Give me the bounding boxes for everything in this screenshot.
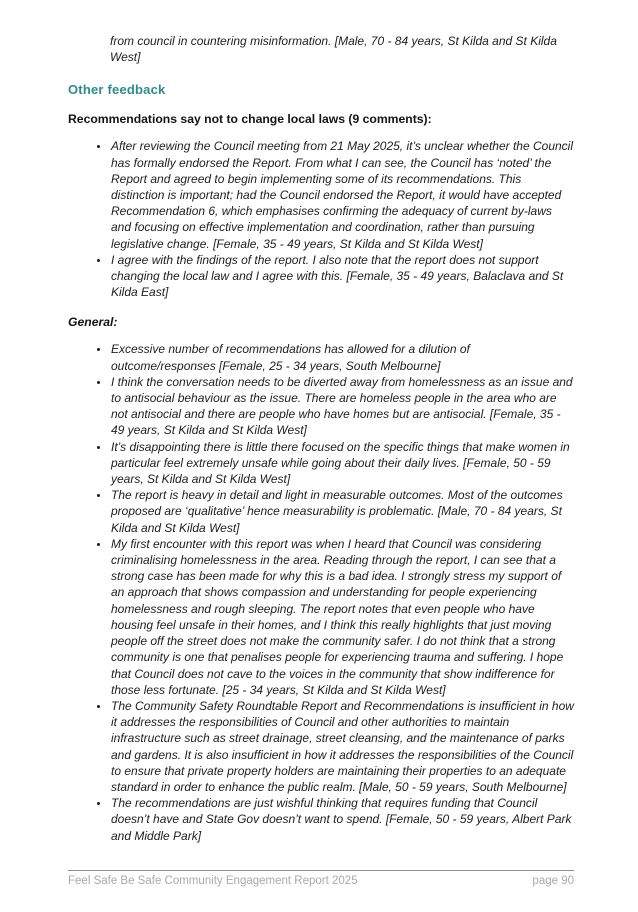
feedback-comment-item: • I think the conversation needs to be diverted away from homelessness as an issue and to antisocial behaviour as the issue. There are homeless people in the area who are not antisocial and there are people who have homes but are antisocial. [Female, 35 - 49 years, St Kilda and St Kilda West] — [110, 374, 574, 439]
feedback-comment-item: • The Community Safety Roundtable Report and Recommendations is insufficient in how it addresses the responsibilities of Council and other authorities to maintain infrastructure such as street drainage, street cleansing, and the maintenance of parks and gardens. It is also insufficient in how it addresses the responsibilities of the Council to ensure that private property holders are maintaining their properties to an adequate standard in order to enhance the public realm. [Male, 50 - 59 years, South Melbourne] — [110, 698, 574, 795]
page-footer — [68, 870, 574, 887]
subsection-title-general: General: — [68, 315, 118, 330]
feedback-comment-item: • The report is heavy in detail and light in measurable outcomes. Most of the outcomes proposed are ‘qualitative’ hence measurability is problematic. [Male, 70 - 84 years, St Kilda and St Kilda West] — [110, 487, 574, 536]
local-laws-bullet-list — [68, 138, 574, 300]
general-bullet-list — [68, 341, 574, 843]
feedback-comment-item: • My first encounter with this report was when I heard that Council was considering criminalising homelessness in the area. Reading through the report, I can see that a strong case has been made for why this is a bad idea. I strongly stress my support of an approach that shows compassion and understanding for people experiencing homelessness and rough sleeping. The report notes that even people who have housing feel unsafe in their homes, and I think this really highlights that just moving people off the street does not make the community safer. I do not think that a strong community is one that penalises people for experiencing trauma and suffering. I hope that Council does not cave to the voices in the community that show indifference for those less fortunate. [25 - 34 years, St Kilda and St Kilda West] — [110, 536, 574, 698]
section-heading-other-feedback: Other feedback — [68, 82, 166, 98]
feedback-comment-item: • The recommendations are just wishful thinking that requires funding that Council doesn’t have and State Gov doesn’t want to spend. [Female, 50 - 59 years, Albert Park and Middle Park] — [110, 795, 574, 844]
feedback-comment-item: • It’s disappointing there is little there focused on the specific things that make women in particular feel extremely unsafe while going about their daily lives. [Female, 50 - 59 years, St Kilda and St Kilda West] — [110, 439, 574, 488]
feedback-comment-item: • Excessive number of recommendations has allowed for a dilution of outcome/responses [Female, 25 - 34 years, South Melbourne] — [110, 341, 574, 373]
footer-page-number: page 90 — [532, 875, 574, 887]
feedback-comment-item: • After reviewing the Council meeting from 21 May 2025, it’s unclear whether the Council has formally endorsed the Report. From what I can see, the Council has ‘noted’ the Report and agreed to begin implementing some of its recommendations. This distinction is important; had the Council endorsed the Report, it would have accepted Recommendation 6, which emphasises confirming the adequacy of current by-laws and focusing on effective implementation and coordination, rather than pursuing legislative change. [Female, 35 - 49 years, St Kilda and St Kilda West] — [110, 138, 574, 251]
continuation-paragraph: from council in countering misinformation. [Male, 70 - 84 years, St Kilda and St Kilda West] — [110, 34, 557, 65]
footer-report-title: Feel Safe Be Safe Community Engagement Report 2025 — [68, 875, 358, 887]
subsection-title-local-laws: Recommendations say not to change local laws (9 comments): — [68, 112, 432, 127]
feedback-comment-item: • I agree with the findings of the report. I also note that the report does not support changing the local law and I agree with this. [Female, 35 - 49 years, Balaclava and St Kilda East] — [110, 252, 574, 301]
